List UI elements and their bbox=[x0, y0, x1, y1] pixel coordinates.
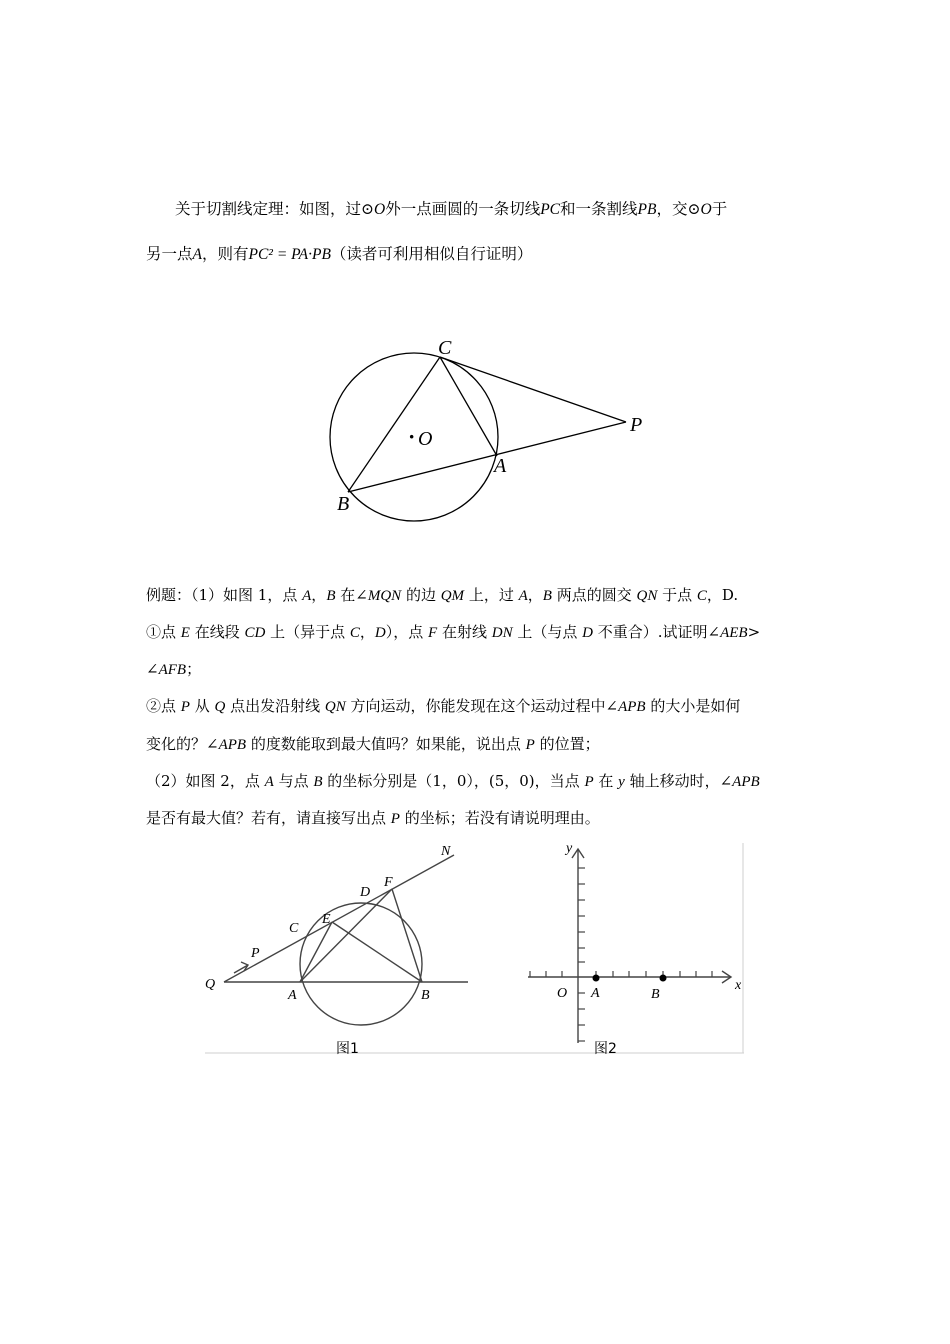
text: 上（异于点 bbox=[265, 623, 350, 641]
text: 和一条割线 bbox=[560, 200, 638, 218]
math: C bbox=[349, 625, 360, 641]
fig2-label-o: O bbox=[557, 986, 568, 1001]
fig2-label-x: x bbox=[735, 978, 742, 993]
fig2-point-b bbox=[660, 975, 667, 982]
text: ； bbox=[186, 660, 202, 678]
math: y bbox=[618, 774, 625, 790]
fig1-label-b: B bbox=[421, 988, 430, 1003]
fig1-caption: 图1 bbox=[336, 1041, 359, 1057]
fig1-arrow-p bbox=[234, 962, 248, 973]
text: > bbox=[747, 623, 761, 641]
text: 是否有最大值？若有，请直接写出点 bbox=[146, 809, 391, 827]
math-a: A bbox=[192, 246, 202, 263]
text: ∠ bbox=[146, 660, 159, 678]
math: MQN bbox=[367, 588, 402, 604]
math: B bbox=[313, 774, 323, 790]
text: ，交⊙ bbox=[656, 200, 701, 218]
formula: PC² = PA·PB bbox=[248, 246, 331, 263]
text: 的坐标分别是（1，0），(5，0)，当点 bbox=[322, 772, 585, 790]
label-a: A bbox=[494, 455, 507, 477]
text: ），点 bbox=[385, 623, 429, 641]
fig1-label-p: P bbox=[251, 946, 260, 961]
text: 不重合）.试证明∠ bbox=[593, 623, 721, 641]
fig1-seg-fb bbox=[392, 889, 422, 982]
text: 轴上移动时，∠ bbox=[624, 772, 733, 790]
fig1-label-q: Q bbox=[205, 977, 216, 992]
label-o: O bbox=[418, 428, 433, 450]
text: 关于切割线定理：如图，过⊙ bbox=[175, 200, 374, 218]
math: P bbox=[584, 774, 594, 790]
math: AEB bbox=[720, 625, 748, 641]
math: APB bbox=[618, 699, 646, 715]
text: ， bbox=[527, 586, 543, 604]
math: AFB bbox=[158, 662, 187, 678]
fig2-label-a: A bbox=[591, 986, 600, 1001]
fig1-label-f: F bbox=[384, 875, 393, 890]
text: 外一点画圆的一条切线 bbox=[385, 200, 541, 218]
text: 点出发沿射线 bbox=[225, 697, 325, 715]
label-c: C bbox=[438, 337, 452, 359]
fig1-ray-qn bbox=[224, 855, 454, 982]
math: P bbox=[390, 811, 400, 827]
fig2-point-a bbox=[593, 975, 600, 982]
math: QN bbox=[636, 588, 658, 604]
fig2-caption: 图2 bbox=[594, 1041, 617, 1057]
fig1-seg-eb bbox=[332, 922, 422, 982]
math: D bbox=[582, 625, 593, 641]
fig1-label-c: C bbox=[289, 921, 299, 936]
text: 在∠ bbox=[335, 586, 368, 604]
text: ， bbox=[311, 586, 327, 604]
fig2-label-b: B bbox=[651, 987, 660, 1002]
math-o: O bbox=[700, 201, 712, 218]
math: QN bbox=[324, 699, 346, 715]
math: CD bbox=[244, 625, 266, 641]
math: D bbox=[374, 625, 386, 641]
math: A bbox=[302, 588, 312, 604]
text: ②点 bbox=[146, 697, 181, 715]
text: 的大小是如何 bbox=[645, 697, 741, 715]
label-p: P bbox=[630, 414, 643, 436]
text: ①点 bbox=[146, 623, 181, 641]
math: F bbox=[428, 625, 438, 641]
math: QM bbox=[440, 588, 465, 604]
text: 上（与点 bbox=[512, 623, 583, 641]
text: 例题：（1）如图 1，点 bbox=[146, 586, 303, 604]
math: B bbox=[326, 588, 336, 604]
math: P bbox=[525, 737, 535, 753]
text: 在 bbox=[593, 772, 619, 790]
text: 在线段 bbox=[189, 623, 245, 641]
text: ，则有 bbox=[201, 245, 249, 263]
label-b: B bbox=[337, 493, 350, 515]
text: ，D. bbox=[706, 586, 739, 604]
text: ， bbox=[359, 623, 375, 641]
text: （2）如图 2，点 bbox=[146, 772, 265, 790]
math: A bbox=[518, 588, 528, 604]
math: Q bbox=[214, 699, 226, 715]
math-pb: PB bbox=[637, 201, 657, 218]
math: C bbox=[696, 588, 707, 604]
fig2-ticks bbox=[530, 868, 712, 1041]
fig1-label-a: A bbox=[288, 988, 297, 1003]
text: 变化的？∠ bbox=[146, 735, 219, 753]
math: APB bbox=[732, 774, 760, 790]
text: 于点 bbox=[657, 586, 697, 604]
center-dot: · bbox=[408, 424, 416, 449]
text: 从 bbox=[189, 697, 215, 715]
text: 在射线 bbox=[437, 623, 492, 641]
text: 与点 bbox=[273, 772, 314, 790]
text: 的坐标；若没有请说明理由。 bbox=[399, 809, 600, 827]
math: DN bbox=[491, 625, 513, 641]
fig1-label-n: N bbox=[441, 844, 451, 859]
math-o: O bbox=[374, 201, 386, 218]
fig2-label-y: y bbox=[566, 841, 573, 856]
math: P bbox=[180, 699, 190, 715]
math: APB bbox=[218, 737, 247, 753]
text: （读者可利用相似自行证明） bbox=[330, 245, 533, 263]
fig1-label-d: D bbox=[360, 885, 371, 900]
math: E bbox=[180, 625, 190, 641]
math-pc: PC bbox=[540, 201, 561, 218]
math: A bbox=[264, 774, 274, 790]
text: 于 bbox=[711, 200, 728, 218]
text: 另一点 bbox=[146, 245, 193, 263]
fig2-axes bbox=[528, 849, 731, 1043]
fig1-seg-af bbox=[300, 889, 392, 982]
text: 两点的圆交 bbox=[551, 586, 637, 604]
fig1-label-e: E bbox=[322, 912, 331, 927]
text: 上，过 bbox=[464, 586, 519, 604]
text: 的边 bbox=[401, 586, 441, 604]
math: B bbox=[542, 588, 552, 604]
text: 方向运动，你能发现在这个运动过程中∠ bbox=[345, 697, 619, 715]
text: 的位置； bbox=[534, 735, 600, 753]
text: 的度数能取到最大值吗？如果能，说出点 bbox=[246, 735, 526, 753]
